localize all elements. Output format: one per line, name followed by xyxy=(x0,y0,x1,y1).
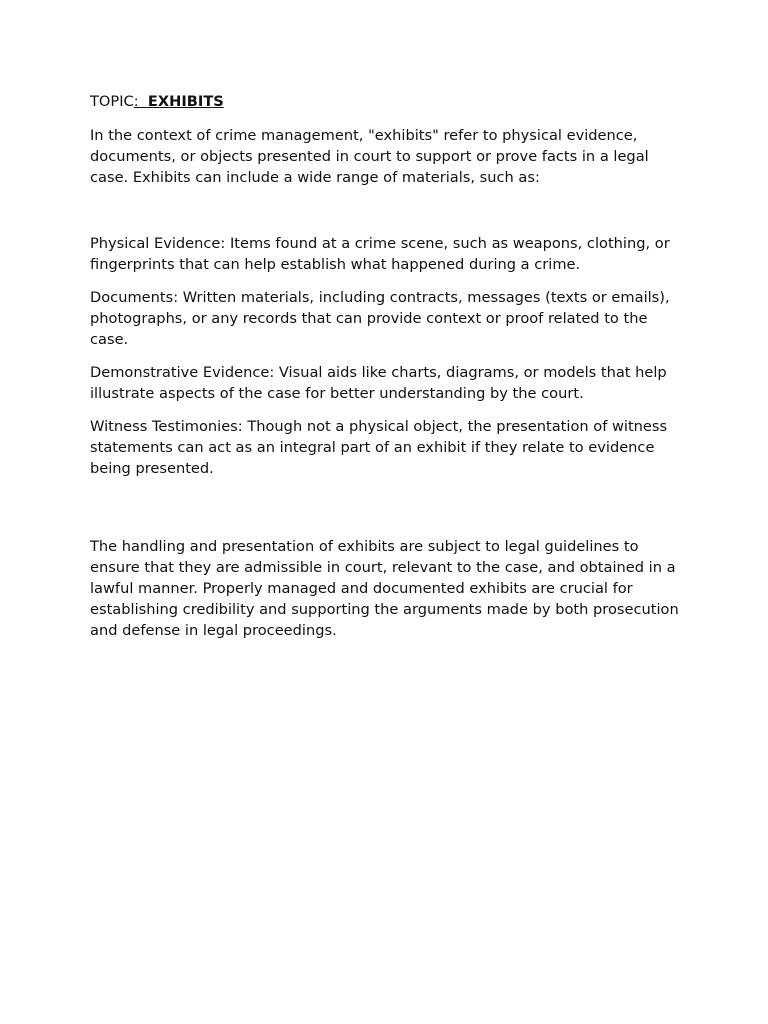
paragraph-spacer xyxy=(90,491,680,536)
topic-heading xyxy=(90,91,680,112)
item-witness-testimonies: Witness Testimonies: Though not a physical object, the presentation of witness statements can act as an integral part of an exhibit if they relate to evidence being presented. xyxy=(90,418,668,477)
item-demonstrative-evidence: Demonstrative Evidence: Visual aids like charts, diagrams, or models that help illustrate aspects of the case for better understanding by the court. xyxy=(90,364,667,402)
topic-separator: : xyxy=(133,93,148,110)
intro-paragraph: In the context of crime management, "exhibits" refer to physical evidence, documents, or objects presented in court to support or prove facts in a legal case. Exhibits can include a wide range of materials, such as: xyxy=(90,127,649,186)
item-documents: Documents: Written materials, including contracts, messages (texts or emails), photographs, or any records that can provide context or proof related to the case. xyxy=(90,289,670,348)
topic-title: EXHIBITS xyxy=(147,93,224,110)
paragraph-spacer xyxy=(90,200,680,233)
item-physical-evidence: Physical Evidence: Items found at a crime scene, such as weapons, clothing, or fingerprints that can help establish what happened during a crime. xyxy=(90,235,670,273)
document-page xyxy=(90,91,680,653)
conclusion-paragraph: The handling and presentation of exhibits are subject to legal guidelines to ensure that they are admissible in court, relevant to the case, and obtained in a lawful manner. Properly managed and documented exhibits are crucial for establishing credibility and supporting the arguments made by both prosecution and defense in legal proceedings. xyxy=(90,538,679,639)
topic-label: TOPIC xyxy=(90,93,134,110)
